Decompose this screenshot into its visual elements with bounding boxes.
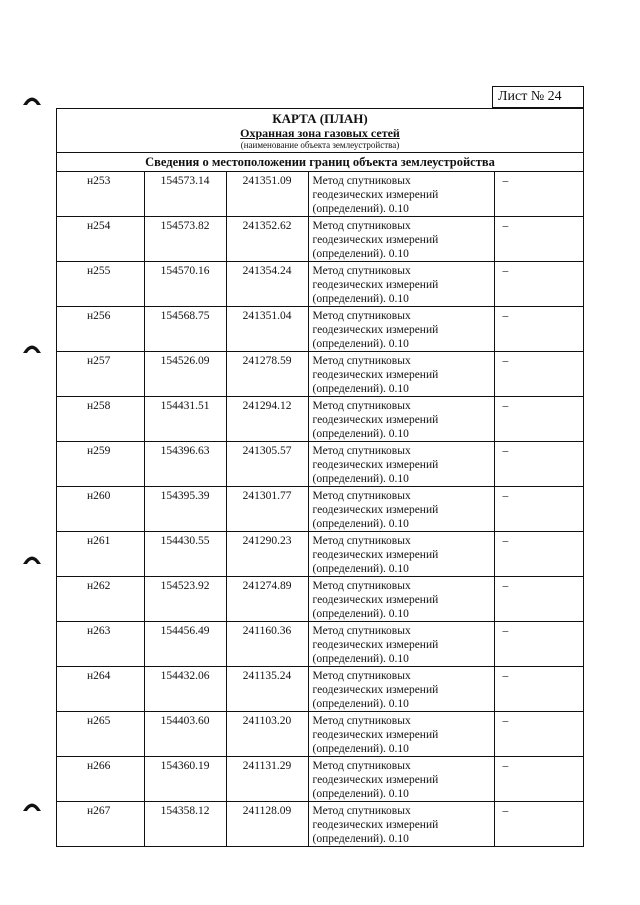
extra-cell: –	[494, 487, 583, 532]
method-line: геодезических измерений	[312, 684, 439, 696]
punch-mark-icon	[22, 94, 42, 106]
extra-cell: –	[494, 397, 583, 442]
table-row	[57, 262, 583, 307]
point-name: н265	[57, 712, 144, 757]
method-line: Метод спутниковых	[312, 580, 411, 592]
point-name: н257	[57, 352, 144, 397]
method-line: Метод спутниковых	[312, 535, 411, 547]
method-line: Метод спутниковых	[312, 805, 411, 817]
point-name: н263	[57, 622, 144, 667]
method-line: (определений). 0.10	[312, 248, 409, 260]
method-line: геодезических измерений	[312, 459, 439, 471]
method-line: геодезических измерений	[312, 414, 439, 426]
method-line: (определений). 0.10	[312, 743, 409, 755]
method-line: (определений). 0.10	[312, 608, 409, 620]
point-name: н258	[57, 397, 144, 442]
method-line: (определений). 0.10	[312, 518, 409, 530]
point-name: н253	[57, 172, 144, 217]
point-name: н255	[57, 262, 144, 307]
coord-x: 154360.19	[144, 757, 226, 802]
coord-y: 241160.36	[226, 622, 308, 667]
method-line: Метод спутниковых	[312, 220, 411, 232]
method-cell	[308, 532, 494, 577]
extra-cell: –	[494, 802, 583, 847]
document-header	[57, 109, 583, 152]
method-line: (определений). 0.10	[312, 203, 409, 215]
method-line: геодезических измерений	[312, 639, 439, 651]
method-cell	[308, 577, 494, 622]
coord-y: 241352.62	[226, 217, 308, 262]
point-name: н256	[57, 307, 144, 352]
table-row	[57, 757, 583, 802]
extra-cell: –	[494, 667, 583, 712]
method-cell	[308, 262, 494, 307]
method-cell	[308, 307, 494, 352]
coord-x: 154523.92	[144, 577, 226, 622]
coord-x: 154432.06	[144, 667, 226, 712]
method-line: геодезических измерений	[312, 819, 439, 831]
method-line: геодезических измерений	[312, 279, 439, 291]
coord-y: 241103.20	[226, 712, 308, 757]
coord-y: 241135.24	[226, 667, 308, 712]
method-line: Метод спутниковых	[312, 625, 411, 637]
coord-y: 241128.09	[226, 802, 308, 847]
method-line: (определений). 0.10	[312, 698, 409, 710]
method-line: геодезических измерений	[312, 504, 439, 516]
method-line: (определений). 0.10	[312, 293, 409, 305]
coord-x: 154395.39	[144, 487, 226, 532]
method-line: геодезических измерений	[312, 369, 439, 381]
method-line: (определений). 0.10	[312, 788, 409, 800]
coord-y: 241294.12	[226, 397, 308, 442]
table-row	[57, 217, 583, 262]
method-cell	[308, 442, 494, 487]
point-name: н262	[57, 577, 144, 622]
coord-y: 241274.89	[226, 577, 308, 622]
method-line: геодезических измерений	[312, 774, 439, 786]
method-cell	[308, 757, 494, 802]
coord-x: 154570.16	[144, 262, 226, 307]
punch-mark-icon	[22, 553, 42, 565]
extra-cell: –	[494, 352, 583, 397]
method-cell	[308, 667, 494, 712]
coord-y: 241131.29	[226, 757, 308, 802]
extra-cell: –	[494, 307, 583, 352]
coord-x: 154403.60	[144, 712, 226, 757]
coord-y: 241351.09	[226, 172, 308, 217]
method-cell	[308, 217, 494, 262]
coordinates-table-body	[57, 172, 583, 847]
method-cell	[308, 397, 494, 442]
point-name: н261	[57, 532, 144, 577]
coord-y: 241301.77	[226, 487, 308, 532]
table-row	[57, 442, 583, 487]
method-line: геодезических измерений	[312, 234, 439, 246]
method-line: (определений). 0.10	[312, 383, 409, 395]
method-line: геодезических измерений	[312, 324, 439, 336]
extra-cell: –	[494, 172, 583, 217]
table-row	[57, 622, 583, 667]
extra-cell: –	[494, 577, 583, 622]
table-row	[57, 307, 583, 352]
section-title: Сведения о местоположении границ объекта землеустройства	[57, 152, 583, 171]
point-name: н266	[57, 757, 144, 802]
punch-mark-icon	[22, 342, 42, 354]
coord-x: 154526.09	[144, 352, 226, 397]
table-row	[57, 397, 583, 442]
coord-y: 241305.57	[226, 442, 308, 487]
method-cell	[308, 172, 494, 217]
point-name: н259	[57, 442, 144, 487]
method-cell	[308, 622, 494, 667]
point-name: н267	[57, 802, 144, 847]
coord-x: 154358.12	[144, 802, 226, 847]
table-row	[57, 352, 583, 397]
coord-y: 241278.59	[226, 352, 308, 397]
method-cell	[308, 352, 494, 397]
method-line: Метод спутниковых	[312, 715, 411, 727]
table-row	[57, 667, 583, 712]
method-line: геодезических измерений	[312, 549, 439, 561]
method-cell	[308, 712, 494, 757]
coord-x: 154568.75	[144, 307, 226, 352]
method-line: Метод спутниковых	[312, 670, 411, 682]
extra-cell: –	[494, 532, 583, 577]
method-line: геодезических измерений	[312, 729, 439, 741]
extra-cell: –	[494, 442, 583, 487]
coord-x: 154573.82	[144, 217, 226, 262]
table-row	[57, 712, 583, 757]
table-row	[57, 577, 583, 622]
coord-y: 241290.23	[226, 532, 308, 577]
method-line: (определений). 0.10	[312, 833, 409, 845]
coord-y: 241354.24	[226, 262, 308, 307]
point-name: н260	[57, 487, 144, 532]
table-row	[57, 172, 583, 217]
coord-x: 154456.49	[144, 622, 226, 667]
map-title: КАРТА (ПЛАН)	[272, 111, 368, 126]
method-line: Метод спутниковых	[312, 760, 411, 772]
method-line: геодезических измерений	[312, 189, 439, 201]
method-line: Метод спутниковых	[312, 445, 411, 457]
object-name: Охранная зона газовых сетей	[240, 126, 400, 140]
extra-cell: –	[494, 712, 583, 757]
table-row	[57, 802, 583, 847]
method-cell	[308, 802, 494, 847]
method-line: (определений). 0.10	[312, 473, 409, 485]
method-line: Метод спутниковых	[312, 490, 411, 502]
method-line: Метод спутниковых	[312, 355, 411, 367]
extra-cell: –	[494, 622, 583, 667]
method-line: Метод спутниковых	[312, 310, 411, 322]
method-cell	[308, 487, 494, 532]
coordinates-table	[57, 171, 583, 847]
coord-x: 154430.55	[144, 532, 226, 577]
extra-cell: –	[494, 757, 583, 802]
coord-x: 154431.51	[144, 397, 226, 442]
method-line: геодезических измерений	[312, 594, 439, 606]
method-line: Метод спутниковых	[312, 175, 411, 187]
coord-x: 154396.63	[144, 442, 226, 487]
method-line: (определений). 0.10	[312, 653, 409, 665]
method-line: (определений). 0.10	[312, 428, 409, 440]
punch-mark-icon	[22, 800, 42, 812]
point-name: н264	[57, 667, 144, 712]
extra-cell: –	[494, 262, 583, 307]
extra-cell: –	[494, 217, 583, 262]
coord-x: 154573.14	[144, 172, 226, 217]
object-caption: (наименование объекта землеустройства)	[240, 140, 400, 150]
table-row	[57, 532, 583, 577]
method-line: Метод спутниковых	[312, 400, 411, 412]
sheet-number: Лист № 24	[492, 86, 584, 108]
method-line: Метод спутниковых	[312, 265, 411, 277]
table-row	[57, 487, 583, 532]
method-line: (определений). 0.10	[312, 563, 409, 575]
method-line: (определений). 0.10	[312, 338, 409, 350]
coord-y: 241351.04	[226, 307, 308, 352]
document-frame	[56, 108, 584, 847]
point-name: н254	[57, 217, 144, 262]
